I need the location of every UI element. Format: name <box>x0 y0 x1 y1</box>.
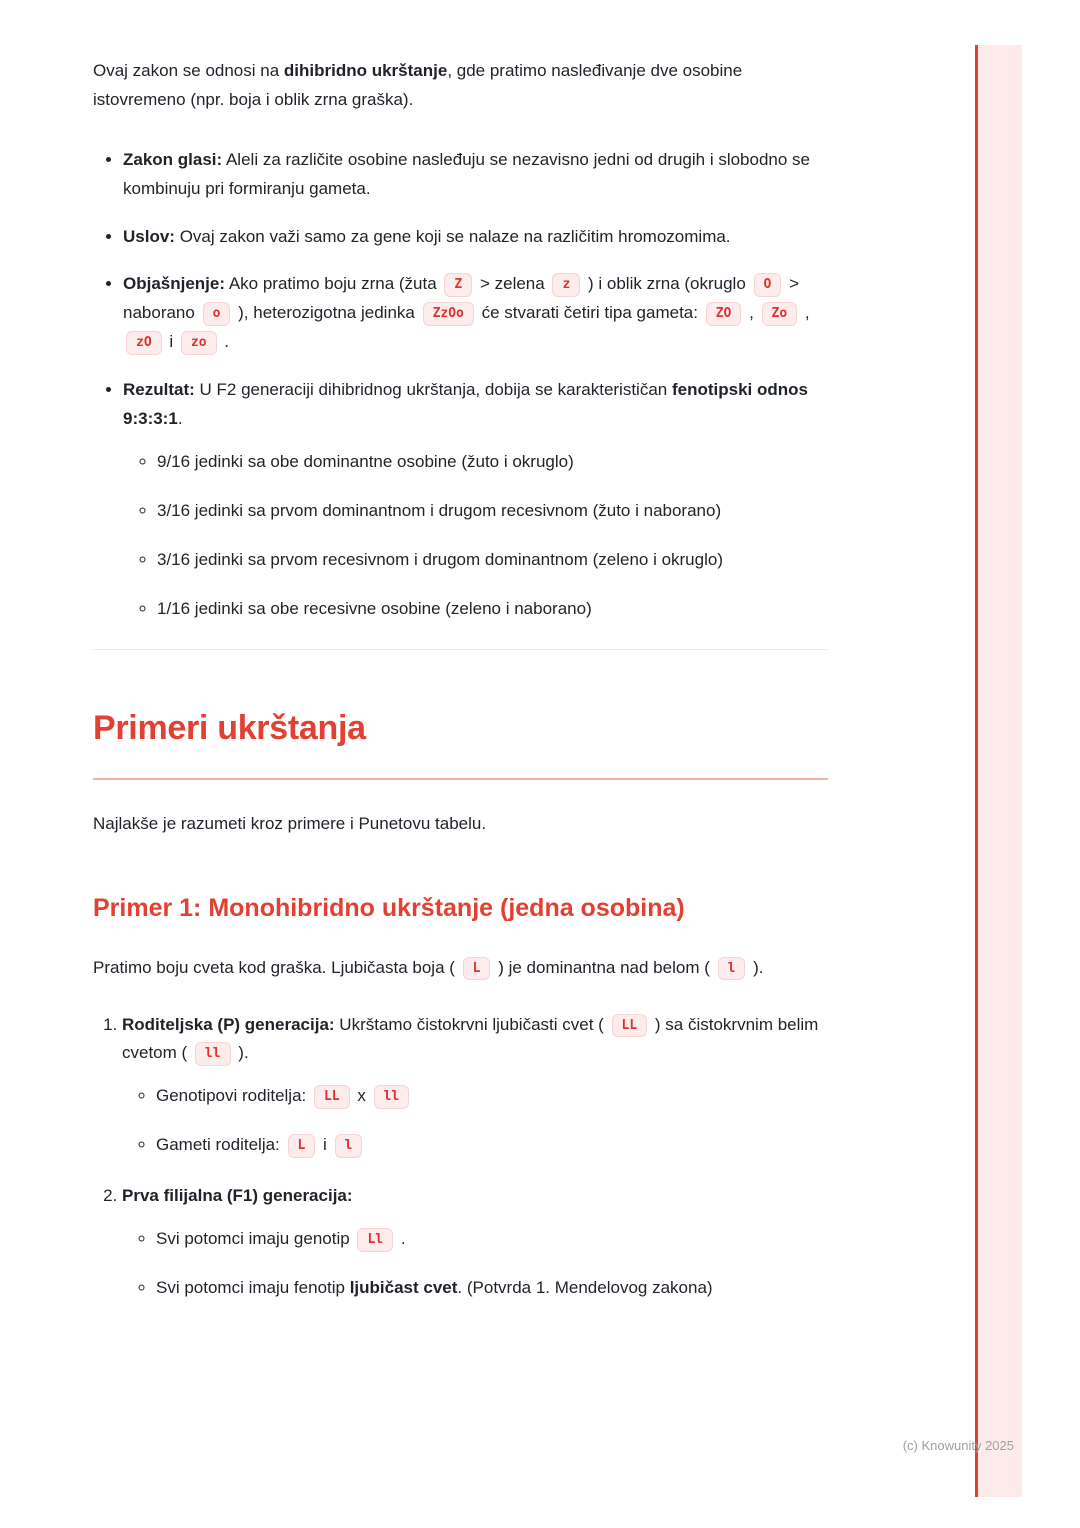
document-content <box>93 57 828 1325</box>
genotype-chip: LL <box>314 1085 350 1109</box>
result-lead: Rezultat: <box>123 380 195 400</box>
gamete-chip: zO <box>126 331 162 355</box>
example1-intro-text: ) je dominantna nad belom ( <box>493 957 715 977</box>
explanation-text: , <box>744 303 759 323</box>
genotype-chip: z <box>552 273 580 297</box>
intro-text-pre: Ovaj zakon se odnosi na <box>93 61 284 80</box>
section-divider <box>93 649 828 650</box>
example1-intro-text: ). <box>748 957 764 977</box>
intro-paragraph <box>93 57 828 115</box>
step2-lead: Prva filijalna (F1) generacija: <box>122 1186 353 1206</box>
example1-title: Primer 1: Monohibridno ukrštanje (jedna osobina) <box>93 894 685 923</box>
result-ratio-bold: fenotipski odnos 9:3:3:1 <box>123 380 808 429</box>
explanation-text: i <box>164 332 178 352</box>
result-sub-text: 3/16 jedinki sa prvom recesivnom i drugom dominantnom (zeleno i okruglo) <box>157 549 723 569</box>
explanation-text: > naborano <box>123 274 799 323</box>
genotype-chip: LL <box>612 1014 648 1038</box>
intro-text-post: , gde pratimo nasleđivanje dve osobine istovremeno (npr. boja i oblik zrna graška). <box>93 61 743 109</box>
step2-sub-item-phenotype <box>156 1274 828 1303</box>
condition-lead: Uslov: <box>123 226 175 246</box>
explanation-text: Ako pratimo boju zrna (žuta <box>225 274 442 294</box>
step2-sub-text: . <box>396 1229 406 1248</box>
genotype-chip: ZzOo <box>423 302 474 326</box>
explanation-lead: Objašnjenje: <box>123 274 226 294</box>
allele-chip: l <box>335 1134 363 1158</box>
result-sub-text: 3/16 jedinki sa prvom dominantnom i drugom recesivnom (žuto i naborano) <box>157 500 722 520</box>
example1-intro-text: Pratimo boju cveta kod graška. Ljubičasta boja ( <box>93 957 460 977</box>
result-sub-item <box>157 448 828 477</box>
allele-chip: L <box>288 1134 316 1158</box>
page-edge-strip <box>975 45 1022 1497</box>
step1-text: Ukrštamo čistokrvni ljubičasti cvet ( <box>334 1014 609 1034</box>
law-statement-lead: Zakon glasi: <box>123 149 223 169</box>
result-sub-text: 1/16 jedinki sa obe recesivne osobine (zeleno i naborano) <box>157 598 592 618</box>
result-sub-text: 9/16 jedinki sa obe dominantne osobine (žuto i okruglo) <box>157 451 574 471</box>
step1-sub-item-genotypes <box>156 1082 828 1111</box>
phenotype-bold: ljubičast cvet <box>349 1277 458 1297</box>
list-item-explanation <box>123 270 828 357</box>
explanation-text: ), heterozigotna jedinka <box>233 303 420 323</box>
genotype-chip: ll <box>374 1085 410 1109</box>
gamete-chip: Zo <box>762 302 798 326</box>
step1-sub-text: Genotipovi roditelja: <box>156 1086 311 1106</box>
explanation-text: . <box>219 332 229 352</box>
explanation-text: > zelena <box>475 274 550 294</box>
step1-sub-text: i <box>318 1135 332 1155</box>
step2-sub-text: Svi potomci imaju fenotip <box>156 1277 350 1297</box>
step2-sub-text: . (Potvrda 1. Mendelovog zakona) <box>457 1277 713 1297</box>
result-sublist <box>123 448 828 624</box>
copyright-credit: (c) Knowunity 2025 <box>902 1438 1014 1453</box>
list-item-law-statement <box>123 146 828 204</box>
genotype-chip: o <box>203 302 231 326</box>
law-bullet-list <box>93 146 828 624</box>
explanation-text: ) i oblik zrna (okruglo <box>583 274 751 294</box>
list-item-result <box>123 376 828 623</box>
example1-steps-list <box>93 1011 828 1303</box>
result-text: U F2 generaciji dihibridnog ukrštanja, dobija se karakterističan <box>194 380 672 400</box>
step1-text: ) sa čistokrvnim belim cvetom ( <box>122 1014 819 1063</box>
allele-chip: L <box>463 957 491 981</box>
step2-sub-text: Svi potomci imaju genotip <box>156 1229 355 1248</box>
step1-sublist <box>122 1082 828 1160</box>
section-intro-paragraph: Najlakše je razumeti kroz primere i Punetovu tabelu. <box>93 814 487 834</box>
explanation-text: , <box>800 303 810 323</box>
result-sub-item <box>157 546 828 575</box>
result-text-end: . <box>177 409 183 429</box>
result-sub-item <box>157 497 828 526</box>
step1-sub-text: x <box>352 1086 371 1106</box>
step1-lead: Roditeljska (P) generacija: <box>122 1014 335 1034</box>
list-item-condition <box>123 223 828 252</box>
step1-text: ). <box>233 1043 249 1063</box>
step2-sub-item-genotype <box>156 1225 828 1254</box>
step1-sub-text: Gameti roditelja: <box>156 1135 285 1155</box>
gamete-chip: zo <box>181 331 217 355</box>
step-item-parent-generation <box>122 1011 828 1161</box>
genotype-chip: Ll <box>357 1228 393 1252</box>
step1-sub-item-gametes <box>156 1131 828 1160</box>
result-sub-item <box>157 595 828 624</box>
genotype-chip: O <box>754 273 782 297</box>
gamete-chip: ZO <box>706 302 742 326</box>
intro-bold-term: dihibridno ukrštanje <box>283 61 448 80</box>
law-statement-text: Aleli za različite osobine nasleđuju se nezavisno jedni od drugih i slobodno se kombinuju pri formiranju gameta. <box>123 149 811 198</box>
example1-intro-paragraph <box>93 954 828 983</box>
genotype-chip: Z <box>444 273 472 297</box>
section-title: Primeri ukrštanja <box>93 700 828 780</box>
explanation-text: će stvarati četiri tipa gameta: <box>476 303 703 323</box>
allele-chip: l <box>718 957 746 981</box>
genotype-chip: ll <box>195 1042 231 1066</box>
condition-text: Ovaj zakon važi samo za gene koji se nalaze na različitim hromozomima. <box>174 226 731 246</box>
step2-sublist <box>122 1225 828 1303</box>
step-item-f1-generation <box>122 1182 828 1303</box>
